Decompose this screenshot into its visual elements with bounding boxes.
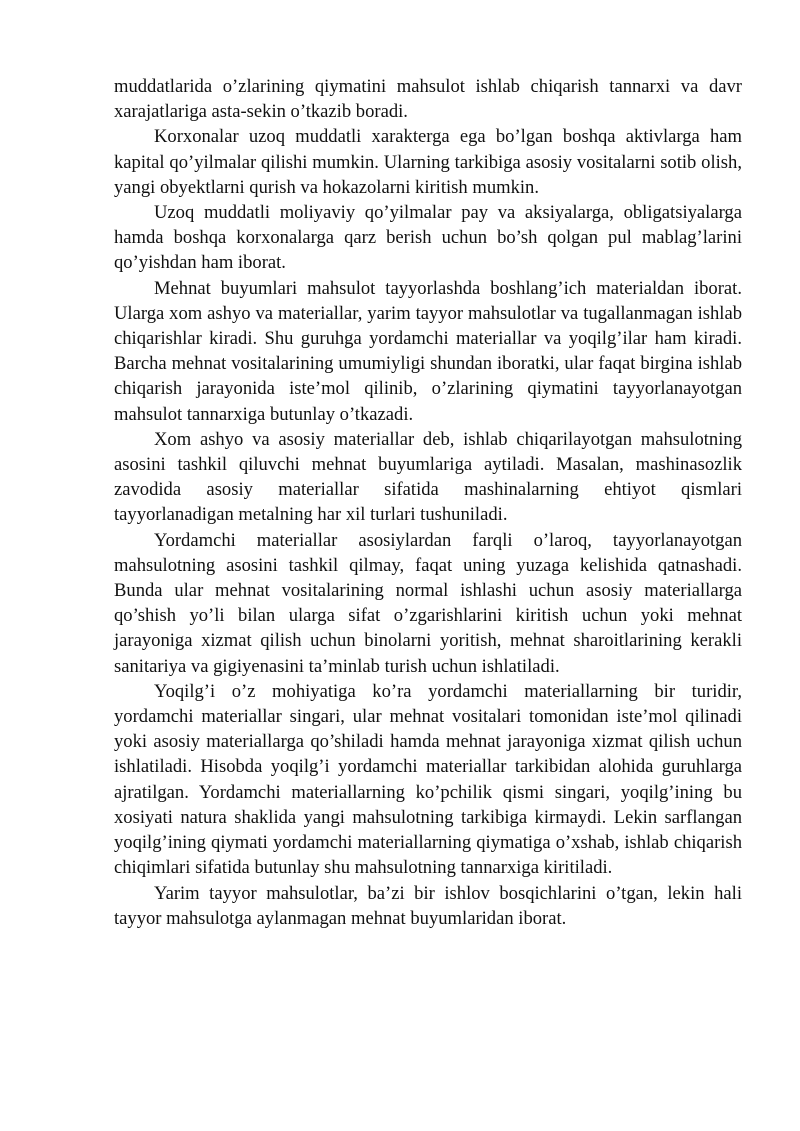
paragraph-7: Yoqilg’i o’z mohiyatiga ko’ra yordamchi materiallarning bir turidir, yordamchi materiallar singari, ular mehnat vositalari tomonidan iste’mol qilinadi yoki asosiy materiallarga qo’shiladi hamda mehnat jarayoniga xizmat qilish uchun ishlatiladi. Hisobda yoqilg’i yordamchi materiallar tarkibidan alohida guruhlarga ajratilgan. Yordamchi materiallarning ko’pchilik qismi singari, yoqilg’ining bu xosiyati natura shaklida yangi mahsulotning tarkibiga kirmaydi. Lekin sarflangan yoqilg’ining qiymati yordamchi materiallarning qiymatiga o’xshab, ishlab chiqarish chiqimlari sifatida butunlay shu mahsulotning tannarxiga kiritiladi. (114, 680, 742, 879)
paragraph-6: Yordamchi materiallar asosiylardan farqli o’laroq, tayyorlanayotgan mahsulotning asosini tashkil qilmay, faqat uning yuzaga kelishida qatnashadi. Bunda ular mehnat vositalarining normal ishlashi uchun asosiy materiallarga qo’shish yo’li bilan ularga sifat o’zgarishlarini kiritish uchun yoki mehnat jarayoniga xizmat qilish uchun binolarni yoritish, mehnat sharoitlarining kerakli sanitariya va gigiyenasini ta’minlab turish uchun ishlatiladi. (114, 529, 742, 677)
paragraph-5: Xom ashyo va asosiy materiallar deb, ishlab chiqarilayotgan mahsulotning asosini tashkil qiluvchi mehnat buyumlariga aytiladi. Masalan, mashinasozlik zavodida asosiy materiallar sifatida mashinalarning ehtiyot qismlari tayyorlanadigan metalning har xil turlari tushuniladi. (114, 428, 742, 526)
paragraph-1: muddatlarida o’zlarining qiymatini mahsulot ishlab chiqarish tannarxi va davr xarajatlariga asta-sekin o’tkazib boradi. (114, 76, 742, 123)
document-page (114, 74, 742, 931)
paragraph-4: Mehnat buyumlari mahsulot tayyorlashda boshlang’ich materialdan iborat. Ularga xom ashyo va materiallar, yarim tayyor mahsulotlar va tugallanmagan ishlab chiqarishlar kiradi. Shu guruhga yordamchi materiallar va yoqilg’ilar ham kiradi. Barcha mehnat vositalarining umumiyligi shundan iboratki, ular faqat birgina ishlab chiqarish jarayonida iste’mol qilinib, o’zlarining qiymatini tayyorlanayotgan mahsulot tannarxiga butunlay o’tkazadi. (114, 277, 742, 425)
paragraph-2: Korxonalar uzoq muddatli xarakterga ega bo’lgan boshqa aktivlarga ham kapital qo’yilmalar qilishi mumkin. Ularning tarkibiga asosiy vositalarni sotib olish, yangi obyektlarni qurish va hokazolarni kiritish mumkin. (114, 126, 742, 198)
paragraph-8: Yarim tayyor mahsulotlar, ba’zi bir ishlov bosqichlarini o’tgan, lekin hali tayyor mahsulotga aylanmagan mehnat buyumlaridan iborat. (114, 882, 742, 929)
paragraph-3: Uzoq muddatli moliyaviy qo’yilmalar pay va aksiyalarga, obligatsiyalarga hamda boshqa korxonalarga qarz berish uchun bo’sh qolgan pul mablag’larini qo’yishdan ham iborat. (114, 202, 742, 274)
